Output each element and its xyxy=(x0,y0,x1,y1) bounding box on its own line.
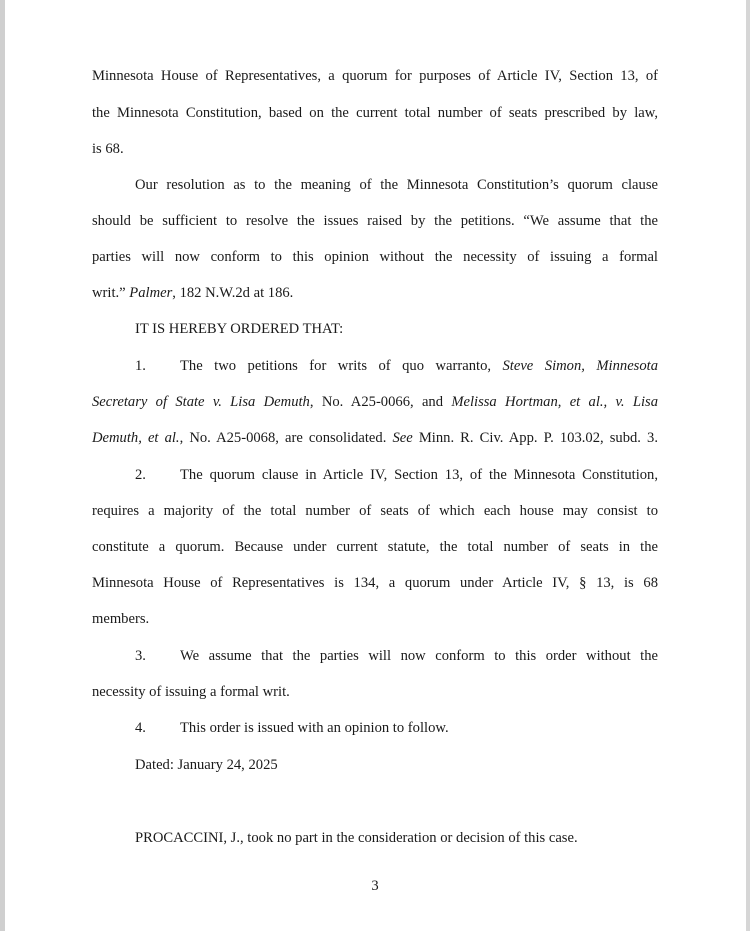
item-1-line-3 xyxy=(92,429,658,447)
item-1-line-2 xyxy=(92,393,658,411)
left-border xyxy=(0,0,5,931)
item-2-line-4: Minnesota House of Representatives is 134, a quorum under Article IV, § 13, is 68 xyxy=(92,575,658,591)
p2-line-4-citation: , 182 N.W.2d at 186. xyxy=(172,285,294,301)
dated-line: Dated: January 24, 2025 xyxy=(135,757,278,773)
item-1-line-1 xyxy=(180,357,658,375)
case-name-hortman: Melissa Hortman, et al., v. Lisa xyxy=(451,394,658,410)
item-2-number: 2. xyxy=(135,467,146,483)
page-number: 3 xyxy=(371,878,379,894)
item-2-line-2: requires a majority of the total number of seats of which each house may consist to xyxy=(92,503,658,519)
ordered-heading: IT IS HEREBY ORDERED THAT: xyxy=(135,321,344,337)
p2-line-2: should be sufficient to resolve the issues raised by the petitions. “We assume that the xyxy=(92,213,658,229)
item-1-docket-2: , No. A25-0068, are consolidated. xyxy=(179,430,393,446)
recusal-note: PROCACCINI, J., took no part in the consideration or decision of this case. xyxy=(135,830,578,846)
case-name-simon: Steve Simon, Minnesota xyxy=(502,358,658,374)
item-1-docket-1: , No. A25-0066, and xyxy=(309,394,452,410)
case-name-simon-cont: Secretary of State v. Lisa Demuth xyxy=(92,394,310,410)
right-border xyxy=(746,0,750,931)
p2-line-4 xyxy=(92,284,293,302)
item-1-text: The two petitions for writs of quo warranto, xyxy=(180,358,503,374)
see-signal: See xyxy=(392,430,413,446)
item-1-number: 1. xyxy=(135,358,146,374)
item-4-number: 4. xyxy=(135,720,146,736)
item-2-line-1: The quorum clause in Article IV, Section 13, of the Minnesota Constitution, xyxy=(180,467,658,483)
p2-line-3: parties will now conform to this opinion without the necessity of issuing a formal xyxy=(92,249,658,265)
p1-line-1: Minnesota House of Representatives, a quorum for purposes of Article IV, Section 13, of xyxy=(92,68,658,84)
p1-line-3: is 68. xyxy=(92,141,124,157)
case-name-hortman-cont: Demuth, et al. xyxy=(92,430,180,446)
item-4-line-1: This order is issued with an opinion to follow. xyxy=(180,720,449,736)
item-3-line-2: necessity of issuing a formal writ. xyxy=(92,684,290,700)
case-name-palmer: Palmer xyxy=(129,285,173,301)
p2-line-4-text: writ.” xyxy=(92,285,130,301)
item-2-line-3: constitute a quorum. Because under current statute, the total number of seats in the xyxy=(92,539,658,555)
item-3-number: 3. xyxy=(135,648,146,664)
item-3-line-1: We assume that the parties will now conform to this order without the xyxy=(180,648,658,664)
p2-line-1: Our resolution as to the meaning of the Minnesota Constitution’s quorum clause xyxy=(135,177,658,193)
p1-line-2: the Minnesota Constitution, based on the current total number of seats prescribed by law, xyxy=(92,105,658,121)
item-2-line-5: members. xyxy=(92,611,150,627)
item-1-rule-citation: Minn. R. Civ. App. P. 103.02, subd. 3. xyxy=(412,430,658,446)
